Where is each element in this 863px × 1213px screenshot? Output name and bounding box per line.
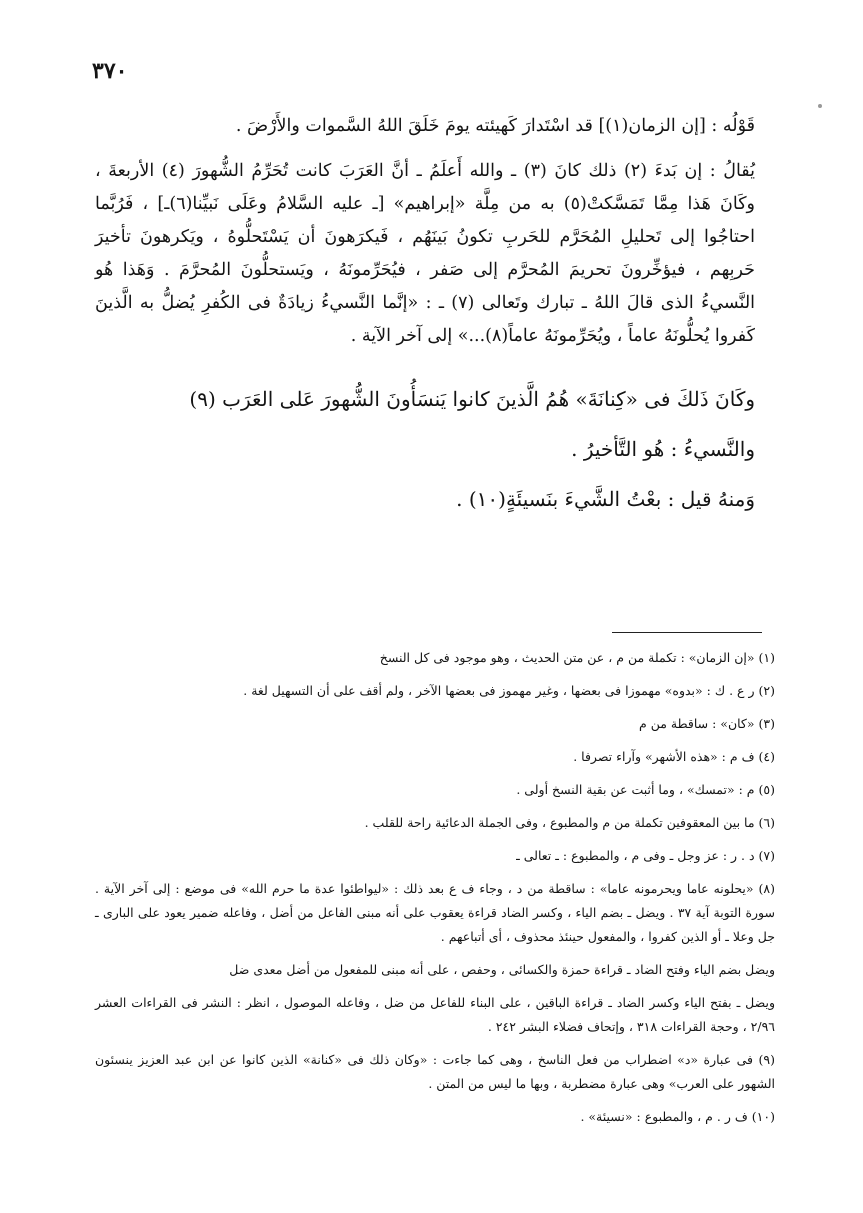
footnote: (٣) «كان» : ساقطة من م bbox=[639, 716, 775, 731]
footnote: ويضل بضم الياء وفتح الضاد ـ قراءة حمزة والكسائى ، وحفص ، على أنه مبنى للمفعول من أضل معدى ضل bbox=[229, 962, 775, 977]
paragraph-explanation: يُقالُ : إن بَدءَ (٢) ذلك كانَ (٣) ـ والله أَعلَمُ ـ أنَّ العَرَبَ كانت تُحَرِّمُ الشُّهورَ (٤) الأربعةَ ، وكَانَ هَذا مِمَّا تَمَسَّكتْ(٥) به من مِلَّة «إبراهيم» [ـ عليه السَّلامُ وعَلَى نَبيِّنا(٦)ـ] ، فَرُبَّما احتاجُوا إلى تَحليلِ المُحَرَّم للحَربِ تكونُ بَينَهُم ، فَيكرَهونَ أن يَسْتَحلُّوهُ ، ويَكرهونَ تأخيرَ حَربِهم ، فيؤخِّرونَ تحريمَ المُحرَّم إلى صَفر ، فيُحَرِّمونَهُ ، ويَستحلُّونَ المُحرَّمَ . وَهَذا هُو النَّسيءُ الذى قالَ اللهُ ـ تبارك وتَعالى (٧) ـ : «إنَّما النَّسيءُ زيادَةٌ فى الكُفرِ يُضلُّ به الَّذينَ كَفروا يُحلُّونَهُ عاماً ، ويُحَرِّمونَهُ عاماً(٨)...» إلى آخر الآية . bbox=[95, 161, 756, 346]
footnote: (١) «إن الزمان» : تكملة من م ، عن متن الحديث ، وهو موجود فى كل النسخ bbox=[379, 650, 775, 665]
line-kinana: وكَانَ ذَلكَ فى «كِنانَةَ» هُمُ الَّذينَ كانوا يَنسَأُونَ الشُّهورَ عَلى العَرَب (٩) bbox=[189, 387, 755, 411]
footnote-separator bbox=[612, 632, 762, 633]
footnote: (٢) ر ع . ك : «بدوه» مهموزا فى بعضها ، وغير مهموز فى بعضها الآخر ، ولم أقف على أن التسهيل لغة . bbox=[243, 683, 775, 698]
footnote: (٦) ما بين المعقوفين تكملة من م والمطبوع ، وفى الجملة الدعائية راحة للقلب . bbox=[364, 815, 775, 830]
footnote: (٨) «يحلونه عاما ويحرمونه عاما» : ساقطة من د ، وجاء ف ع بعد ذلك : «ليواطئوا عدة ما حرم الله» فى موضع : إلى آخر الآية . سورة التوبة آية ٣٧ . ويضل ـ بضم الياء ، وكسر الضاد قراءة يعقوب على أنه مبنى الفاعل من أضل ، وفاعله ضمير يعود على البارى ـ جل وعلا ـ أو الذين كفروا ، والمفعول حينئذ محذوف ، أى أتباعهم . bbox=[95, 881, 775, 944]
footnote: (٩) فى عبارة «د» اضطراب من فعل الناسخ ، وهى كما جاءت : «وكان ذلك فى «كنانة» الذين كانوا عن ابن عبد العزيز ينسئون الشهور على العرب» وهى عبارة مضطربة ، وبها ما ليس من المتن . bbox=[95, 1052, 775, 1091]
margin-dot bbox=[818, 104, 822, 108]
footnotes bbox=[95, 646, 775, 1138]
line-nasia-sale: وَمنهُ قيل : بعْتُ الشَّيءَ بنَسيئَةٍ(١٠) . bbox=[456, 487, 755, 511]
main-text bbox=[95, 110, 755, 529]
footnote: ويضل ـ بفتح الياء وكسر الضاد ـ قراءة الباقين ، على البناء للفاعل من ضل ، وفاعله الموصول ، انظر : النشر فى القراءات العشر ٢/٩٦ ، وحجة القراءات ٣١٨ ، وإتحاف فضلاء البشر ٢٤٢ . bbox=[95, 995, 775, 1034]
line-nasi-definition: والنَّسيءُ : هُو التَّأخيرُ . bbox=[571, 437, 755, 461]
footnote: (٤) ف م : «هذه الأشهر» وآراء تصرفا . bbox=[573, 749, 775, 764]
footnote: (١٠) ف ر . م ، والمطبوع : «نسيئة» . bbox=[580, 1109, 775, 1124]
paragraph-hadith: قَوْلُه : [إن الزمان(١)] قد اسْتَدارَ كَهيئته يومَ خَلَقَ اللهُ السَّموات والأَرْضَ . bbox=[235, 116, 755, 136]
footnote: (٥) م : «تمسك» ، وما أثبت عن بقية النسخ أولى . bbox=[516, 782, 775, 797]
page-number: ٣٧٠ bbox=[92, 58, 128, 84]
footnote: (٧) د . ر : عز وجل ـ وفى م ، والمطبوع : ـ تعالى ـ bbox=[516, 848, 775, 863]
